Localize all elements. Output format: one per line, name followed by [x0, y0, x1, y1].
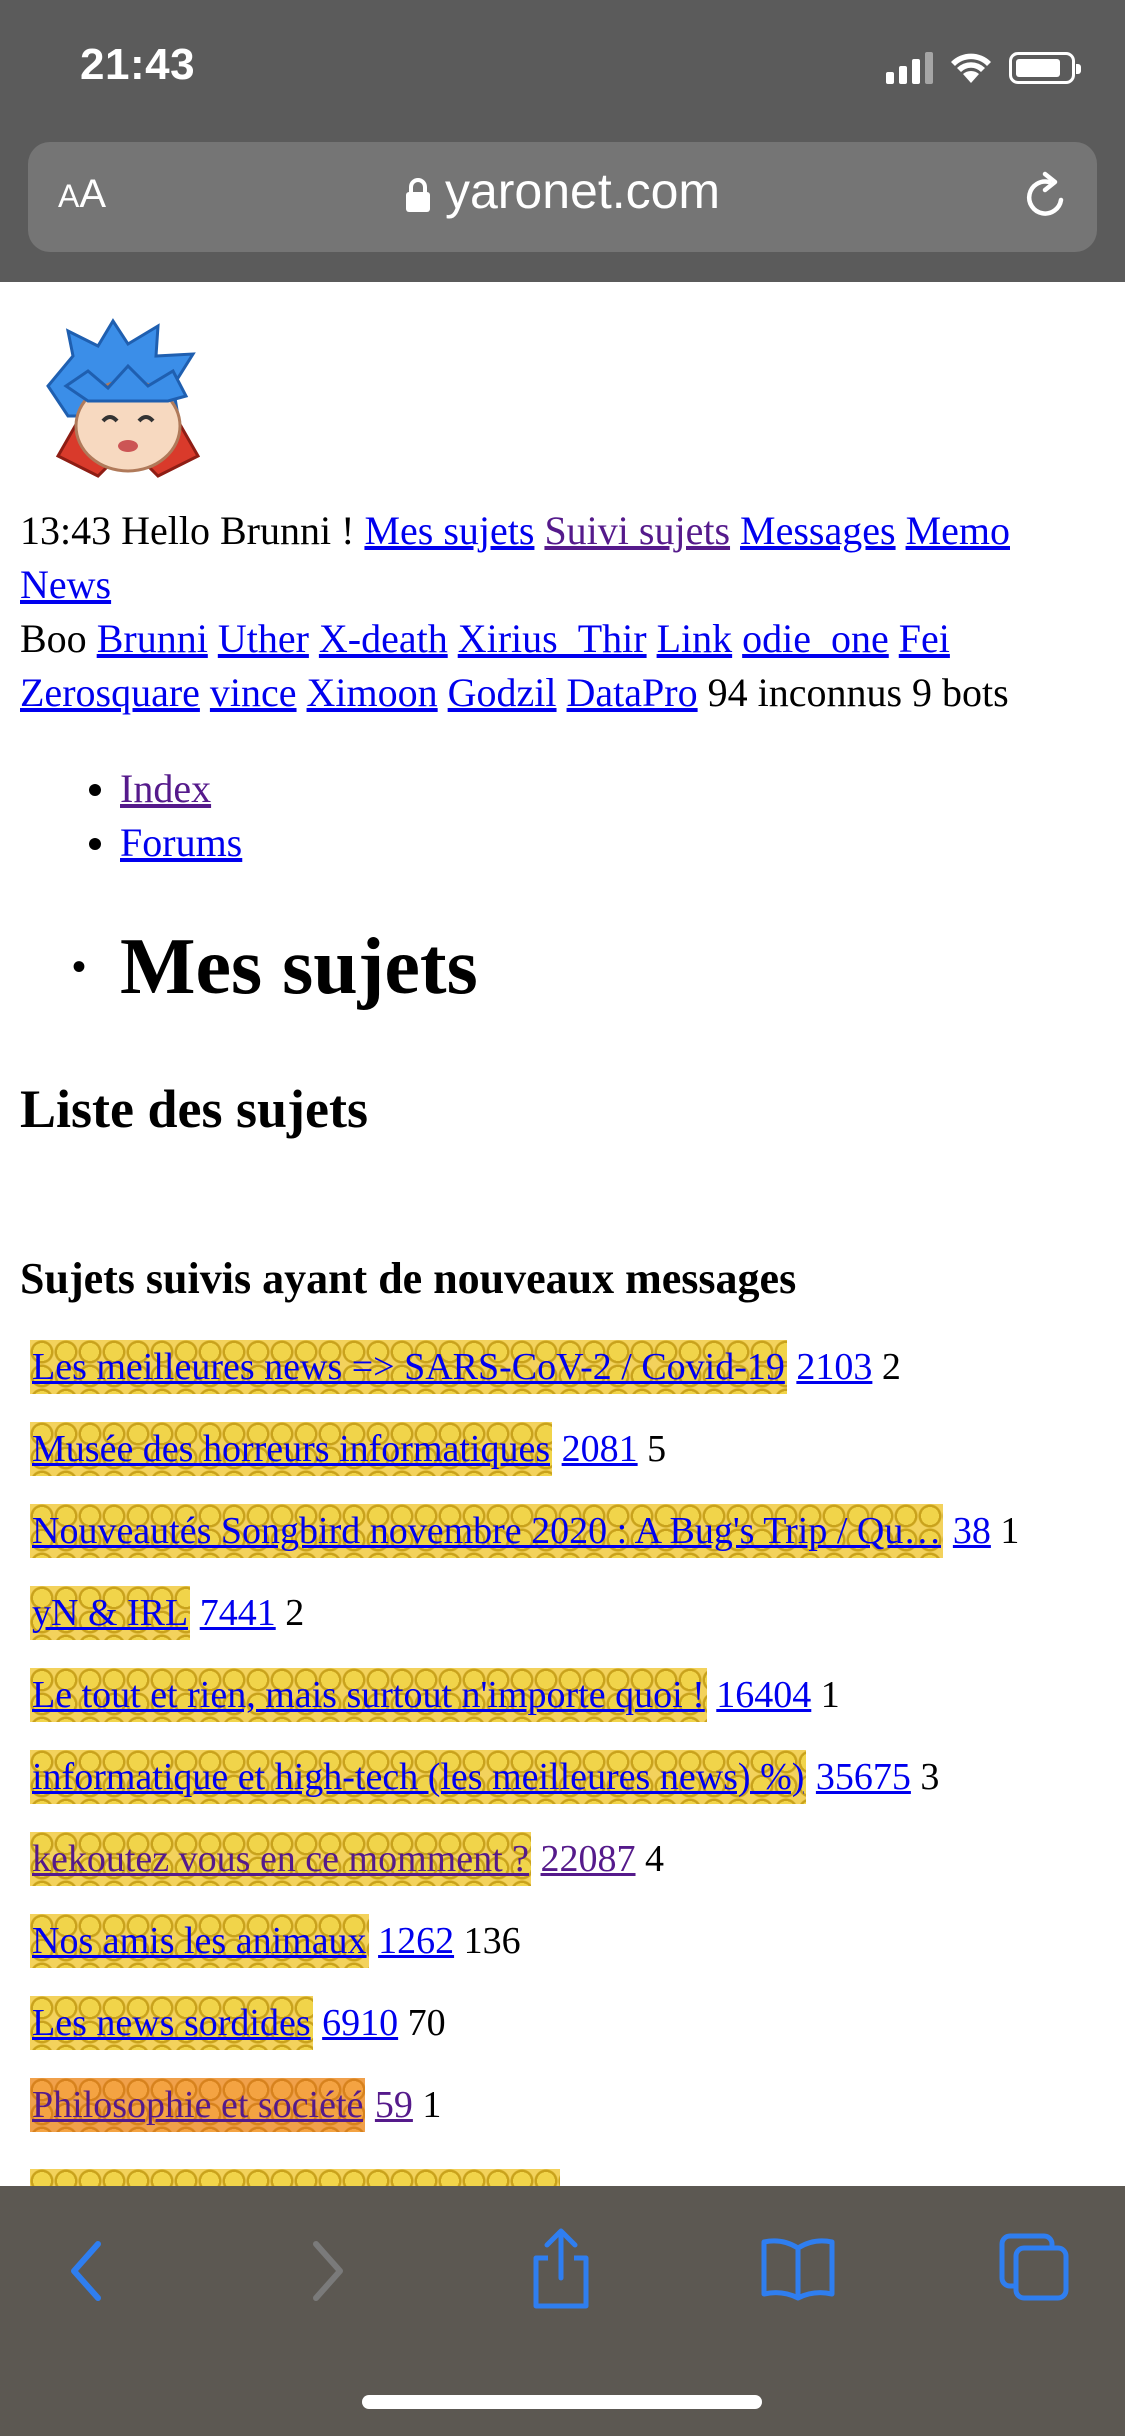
user-header-line — [20, 504, 1110, 612]
anonymous-count: 94 inconnus 9 bots — [707, 670, 1009, 715]
topic-activity-badge — [30, 1340, 787, 1394]
url-text: yaronet.com — [444, 163, 721, 219]
page-title: • Mes sujets — [72, 923, 478, 1011]
share-icon[interactable] — [528, 2226, 594, 2310]
battery-icon — [1009, 52, 1075, 84]
topic-row — [30, 1914, 1120, 1996]
reader-aa-button[interactable]: AA — [58, 172, 107, 216]
topic-list — [30, 1340, 1120, 2242]
link-news[interactable]: News — [20, 562, 112, 607]
section-title: Liste des sujets — [20, 1079, 368, 1139]
topic-activity-badge — [30, 1750, 806, 1804]
topic-link[interactable]: Nouveautés Songbird novembre 2020 : A Bug's Trip / Qu… — [32, 1510, 942, 1552]
server-time: 13:43 — [20, 508, 112, 553]
topic-row — [30, 1340, 1120, 1422]
online-user-link[interactable]: DataPro — [566, 670, 698, 715]
topic-activity-badge — [30, 2078, 365, 2132]
wifi-icon — [949, 51, 993, 85]
topic-row — [30, 1422, 1120, 1504]
topic-new-count: 5 — [647, 1428, 667, 1470]
subsection-title: Sujets suivis ayant de nouveaux messages — [20, 1254, 797, 1303]
status-icons — [886, 48, 1075, 88]
back-icon[interactable] — [62, 2236, 112, 2306]
online-user-link[interactable]: Zerosquare — [20, 670, 200, 715]
online-user-link[interactable]: Ximoon — [306, 670, 438, 715]
topic-link[interactable]: Le tout et rien, mais surtout n'importe quoi ! — [32, 1674, 705, 1716]
link-memo[interactable]: Memo — [905, 508, 1010, 553]
nav-link-index[interactable]: Index — [120, 766, 212, 811]
status-time: 21:43 — [80, 40, 196, 89]
link-mes-sujets[interactable]: Mes sujets — [364, 508, 535, 553]
topic-row — [30, 1832, 1120, 1914]
greeting: Hello Brunni ! — [121, 508, 355, 553]
topic-activity-badge — [30, 1422, 552, 1476]
topic-post-count-link[interactable]: 16404 — [716, 1674, 812, 1716]
online-user-link[interactable]: Fei — [898, 616, 950, 661]
topic-link[interactable]: Musée des horreurs informatiques — [32, 1428, 551, 1470]
link-messages[interactable]: Messages — [740, 508, 896, 553]
online-user-link[interactable]: Brunni — [96, 616, 208, 661]
topic-link[interactable]: yN & IRL — [32, 1592, 189, 1634]
topic-post-count-link[interactable]: 6910 — [322, 2002, 399, 2044]
topic-post-count-link[interactable]: 38 — [952, 1510, 991, 1552]
topic-new-count: 1 — [1000, 1510, 1020, 1552]
online-user-link[interactable]: X-death — [318, 616, 448, 661]
home-indicator[interactable] — [362, 2395, 762, 2409]
topic-new-count: 4 — [645, 1838, 665, 1880]
heading-bullet: • — [72, 944, 87, 989]
online-users-line — [20, 612, 1110, 720]
topic-activity-badge — [30, 1504, 943, 1558]
bookmarks-icon[interactable] — [760, 2236, 836, 2302]
nav-item-index — [120, 762, 242, 816]
topic-row — [30, 1586, 1120, 1668]
topic-post-count-link[interactable]: 2081 — [561, 1428, 638, 1470]
topic-post-count-link[interactable]: 35675 — [815, 1756, 911, 1798]
topic-activity-badge — [30, 1586, 190, 1640]
topic-link[interactable]: kekoutez vous en ce momment ? — [32, 1838, 530, 1880]
forward-icon[interactable] — [302, 2236, 352, 2306]
topic-post-count-link[interactable]: 22087 — [540, 1838, 636, 1880]
topic-post-count-link[interactable]: 1262 — [378, 1920, 455, 1962]
topic-link[interactable]: Nos amis les animaux — [32, 1920, 367, 1962]
lock-icon — [405, 177, 431, 213]
topic-link[interactable]: Les meilleures news => SARS-CoV-2 / Covid-19 — [32, 1346, 785, 1388]
topic-row — [30, 2078, 1120, 2160]
online-user-link[interactable]: Xirius_Thir — [457, 616, 647, 661]
topic-new-count: 70 — [407, 2002, 446, 2044]
topic-post-count-link[interactable]: 59 — [374, 2084, 413, 2126]
topic-new-count: 3 — [920, 1756, 940, 1798]
topic-link[interactable]: Les news sordides — [32, 2002, 311, 2044]
topic-activity-badge — [30, 1668, 707, 1722]
reload-icon[interactable] — [1019, 170, 1073, 224]
topic-row — [30, 1996, 1120, 2078]
online-user-link[interactable]: odie_one — [742, 616, 889, 661]
online-user-plain: Boo — [20, 616, 87, 661]
topic-new-count: 1 — [422, 2084, 442, 2126]
topic-row — [30, 1504, 1120, 1586]
breadcrumb-nav — [120, 762, 242, 870]
topic-row — [30, 1668, 1120, 1750]
topic-activity-badge — [30, 1832, 531, 1886]
online-user-link[interactable]: vince — [209, 670, 297, 715]
topic-new-count: 136 — [463, 1920, 521, 1962]
online-user-link[interactable]: Link — [656, 616, 733, 661]
address-bar[interactable] — [28, 142, 1097, 252]
topic-row — [30, 1750, 1120, 1832]
online-user-link[interactable]: Uther — [217, 616, 309, 661]
topic-new-count: 2 — [881, 1346, 901, 1388]
tabs-icon[interactable] — [998, 2232, 1070, 2302]
topic-activity-badge — [30, 1996, 313, 2050]
topic-new-count: 2 — [285, 1592, 305, 1634]
nav-link-forums[interactable]: Forums — [120, 820, 243, 865]
nav-item-forums — [120, 816, 242, 870]
topic-post-count-link[interactable]: 2103 — [796, 1346, 873, 1388]
url-display[interactable] — [28, 162, 1097, 220]
cellular-signal-icon — [886, 52, 933, 84]
topic-new-count: 1 — [820, 1674, 840, 1716]
browser-top-chrome — [0, 0, 1125, 282]
topic-link[interactable]: informatique et high-tech (les meilleures news) %) — [32, 1756, 805, 1798]
link-suivi-sujets[interactable]: Suivi sujets — [544, 508, 731, 553]
topic-activity-badge — [30, 1914, 369, 1968]
avatar[interactable] — [28, 316, 216, 486]
topic-link[interactable]: Philosophie et société — [32, 2084, 364, 2126]
online-user-link[interactable]: Godzil — [447, 670, 557, 715]
topic-post-count-link[interactable]: 7441 — [199, 1592, 276, 1634]
